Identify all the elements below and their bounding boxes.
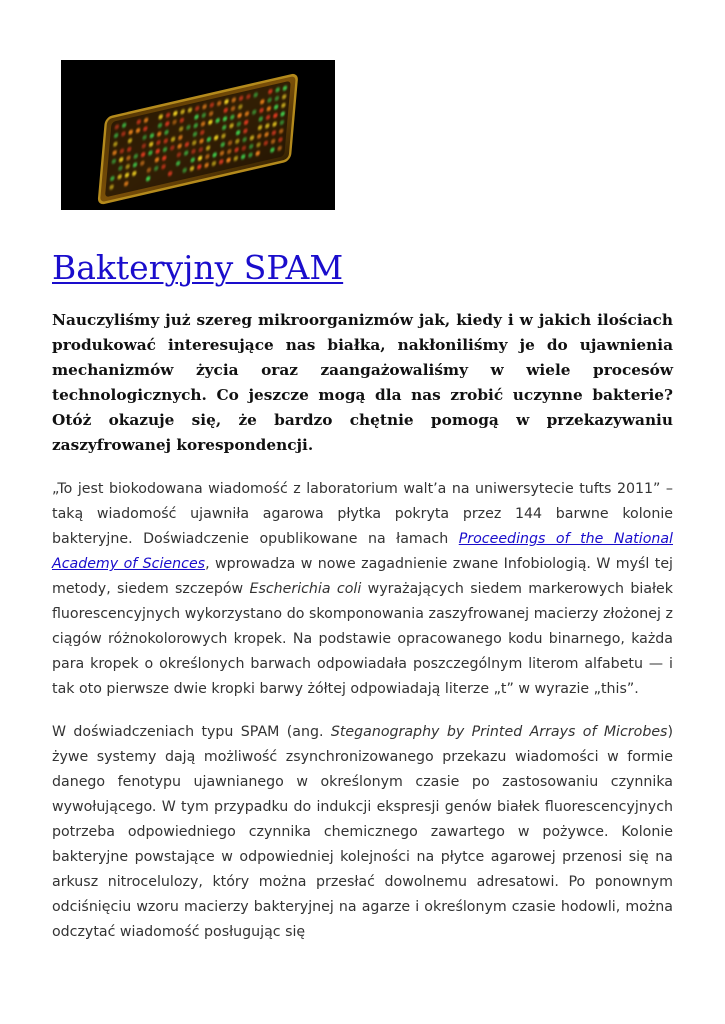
p2-text-a: W doświadczeniach typu SPAM (ang. <box>52 724 331 740</box>
post-title-link[interactable]: Bakteryjny SPAM <box>52 248 344 287</box>
post-title <box>52 248 343 288</box>
p1-text-c: wyrażających siedem markerowych białek fluorescencyjnych wykorzystano do skomponowania zaszyfrowanej macierzy złożonej z ciągów różnokolorowych kropek. Na podstawie opracowanego kodu binarnego, każda para kropek o określonych barwach odpowiadała poszczególnym literom alfabetu — i tak oto pierwsze dwie kropki barwy żółtej odpowiadają literze „t” w wyrazie „this”. <box>52 581 673 697</box>
agar-plate-illustration <box>61 60 335 210</box>
bacterial-plate-photo <box>61 60 335 210</box>
spam-acronym-expansion: Steganography by Printed Arrays of Microbes <box>330 724 668 740</box>
lead-paragraph: Nauczyliśmy już szereg mikroorganizmów jak, kiedy i w jakich ilościach produkować interesujące nas białka, nakłoniliśmy je do ujawnienia mechanizmów życia oraz zaangażowaliśmy w wiele procesów technologicznych. Co jeszcze mogą dla nas zrobić uczynne bakterie? Otóż okazuje się, że bardzo chętnie pomogą w przekazywaniu zaszyfrowanej korespondencji. <box>52 311 673 454</box>
p2-text-b: ) żywe systemy dają możliwość zsynchronizowanego przekazu wiadomości w formie danego fenotypu ujawnianego w określonym czasie po zastosowaniu czynnika wywołującego. W tym przypadku do indukcji ekspresji genów białek fluorescencyjnych potrzeba odpowiedniego czynnika chemicznego zawartego w pożywce. Kolonie bakteryjne powstające w odpowiedniej kolejności na płytce agarowej przenosi się na arkusz nitrocelulozy, który można przesłać dowolnemu adresatowi. Po ponownym odciśnięciu wzoru macierzy bakteryjnej na agarze i określonym czasie hodowli, można odczytać wiadomość posługując się <box>52 724 673 940</box>
body-paragraph-2 <box>52 720 673 945</box>
species-name: Escherichia coli <box>249 581 362 597</box>
post-content <box>52 308 673 963</box>
journal-link[interactable]: Proceedings of the National Academy of Sciences <box>52 531 673 572</box>
p1-text-a: „To jest biokodowana wiadomość z laboratorium walt’a na uniwersytecie tufts 2011” – taką wiadomość ujawniła agarowa płytka pokryta przez 144 barwne kolonie bakteryjne. Doświadczenie opublikowane na łamach <box>52 481 673 547</box>
body-paragraph-1 <box>52 477 673 702</box>
p1-text-b: , wprowadza w nowe zagadnienie zwane Infobiologią. W myśl tej metody, siedem szczepów <box>52 556 673 597</box>
